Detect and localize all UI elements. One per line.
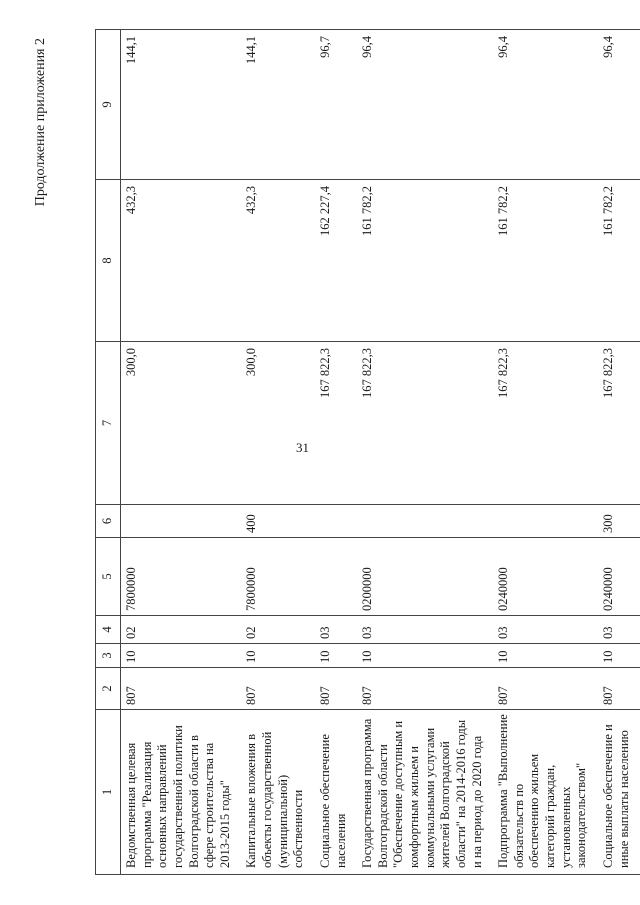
table-row <box>493 30 598 875</box>
cell-planned: 167 822,3 <box>493 342 598 505</box>
cell-section: 10 <box>493 644 598 668</box>
cell-executed: 432,3 <box>241 180 315 342</box>
cell-ministry-code: 807 <box>357 668 493 710</box>
cell-percent: 96,7 <box>315 30 357 180</box>
cell-section: 10 <box>598 644 640 668</box>
cell-subsection: 03 <box>315 616 357 644</box>
cell-target-article: 7800000 <box>121 538 242 616</box>
row-name: Социальное обеспечение и иные выплаты населению <box>598 710 640 875</box>
header-cell-6: 6 <box>96 505 121 538</box>
header-cell-5: 5 <box>96 538 121 616</box>
cell-percent: 144,1 <box>241 30 315 180</box>
cell-expense-type: 400 <box>241 505 315 538</box>
appendix-caption: Продолжение приложения 2 <box>33 38 48 207</box>
cell-subsection: 02 <box>241 616 315 644</box>
cell-percent: 96,4 <box>357 30 493 180</box>
cell-section: 10 <box>121 644 242 668</box>
cell-planned: 167 822,3 <box>357 342 493 505</box>
cell-ministry-code: 807 <box>121 668 242 710</box>
cell-planned: 167 822,3 <box>598 342 640 505</box>
cell-expense-type <box>315 505 357 538</box>
header-cell-8: 8 <box>96 180 121 342</box>
page-number: 31 <box>296 440 309 455</box>
header-cell-4: 4 <box>96 616 121 644</box>
cell-subsection: 03 <box>357 616 493 644</box>
cell-section: 10 <box>315 644 357 668</box>
cell-executed: 432,3 <box>121 180 242 342</box>
row-name: Государственная программа Волгоградской области "Обеспечение доступным и комфортным жильем и коммунальными услугами жителей Волгоградской области" на 2014-2016 годы и на период до 2020 года <box>357 710 493 875</box>
header-cell-1: 1 <box>96 710 121 875</box>
header-cell-9: 9 <box>96 30 121 180</box>
cell-ministry-code: 807 <box>598 668 640 710</box>
cell-executed: 162 227,4 <box>315 180 357 342</box>
cell-expense-type <box>121 505 242 538</box>
budget-table <box>95 29 640 875</box>
cell-target-article: 0240000 <box>598 538 640 616</box>
cell-section: 10 <box>241 644 315 668</box>
cell-subsection: 03 <box>493 616 598 644</box>
row-name: Ведомственная целевая программа "Реализация основных направлений государственной политики Волгоградской области в сфере строительства на 2013-2015 годы" <box>121 710 242 875</box>
cell-executed: 161 782,2 <box>493 180 598 342</box>
cell-subsection: 02 <box>121 616 242 644</box>
cell-section: 10 <box>357 644 493 668</box>
cell-expense-type <box>493 505 598 538</box>
table-row <box>357 30 493 875</box>
table-row <box>598 30 640 875</box>
cell-target-article <box>315 538 357 616</box>
cell-ministry-code: 807 <box>493 668 598 710</box>
cell-target-article: 0240000 <box>493 538 598 616</box>
header-cell-7: 7 <box>96 342 121 505</box>
cell-expense-type <box>357 505 493 538</box>
cell-percent: 144,1 <box>121 30 242 180</box>
table-row <box>241 30 315 875</box>
row-name: Капитальные вложения в объекты государственной (муниципальной) собственности <box>241 710 315 875</box>
table-row <box>315 30 357 875</box>
cell-planned: 300,0 <box>241 342 315 505</box>
cell-planned: 167 822,3 <box>315 342 357 505</box>
cell-expense-type: 300 <box>598 505 640 538</box>
table-row <box>121 30 242 875</box>
header-row <box>96 30 121 875</box>
cell-percent: 96,4 <box>493 30 598 180</box>
cell-ministry-code: 807 <box>241 668 315 710</box>
cell-target-article: 7800000 <box>241 538 315 616</box>
row-name: Социальное обеспечение населения <box>315 710 357 875</box>
cell-executed: 161 782,2 <box>357 180 493 342</box>
header-cell-2: 2 <box>96 668 121 710</box>
cell-ministry-code: 807 <box>315 668 357 710</box>
rotated-page-content <box>33 30 631 875</box>
header-cell-3: 3 <box>96 644 121 668</box>
cell-target-article: 0200000 <box>357 538 493 616</box>
cell-percent: 96,4 <box>598 30 640 180</box>
row-name: Подпрограмма "Выполнение обязательств по обеспечению жильем категорий граждан, установленных законодательством" <box>493 710 598 875</box>
cell-subsection: 03 <box>598 616 640 644</box>
cell-planned: 300,0 <box>121 342 242 505</box>
cell-executed: 161 782,2 <box>598 180 640 342</box>
